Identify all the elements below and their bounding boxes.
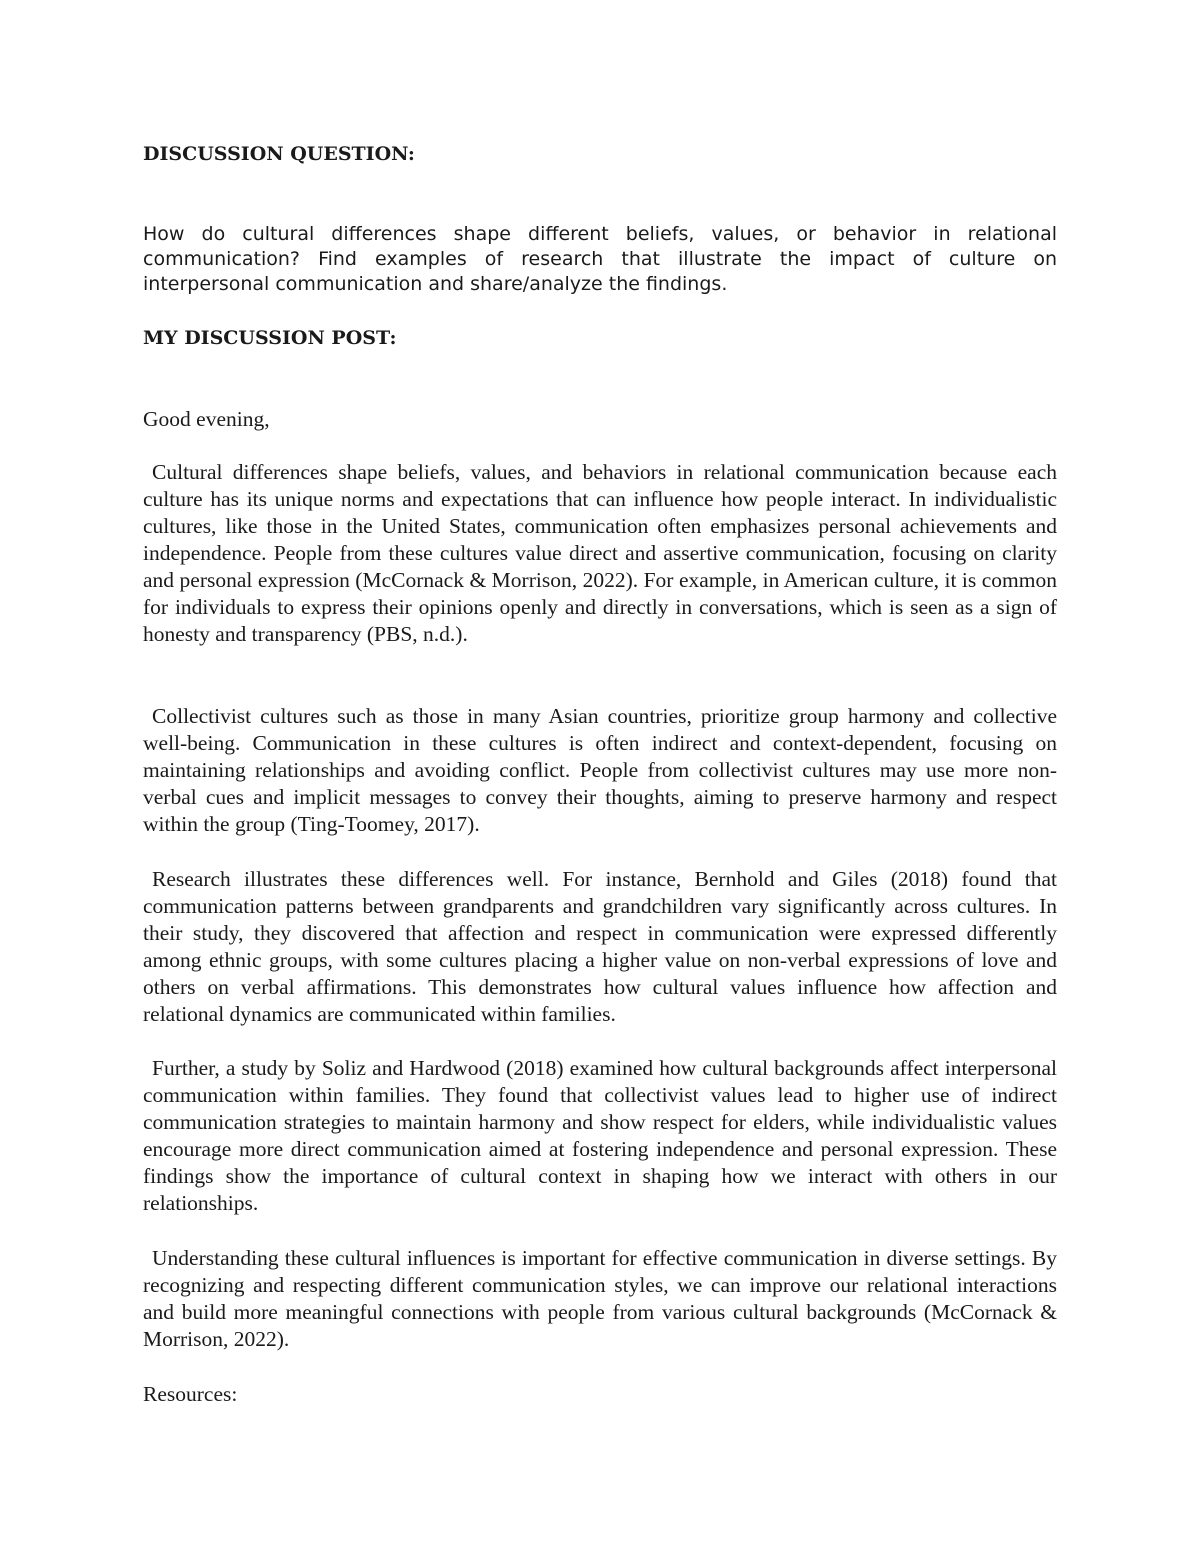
body-paragraph-3: Research illustrates these differences well. For instance, Bernhold and Giles (2018) found that communication patterns between grandparents and grandchildren vary significantly across cultures. In their study, they discovered that affection and respect in communication were expressed differently among ethnic groups, with some cultures placing a higher value on non-verbal expressions of love and others on verbal affirmations. This demonstrates how cultural values influence how affection and relational dynamics are communicated within families.	[143, 867, 1057, 1026]
body-paragraph-4: Further, a study by Soliz and Hardwood (2018) examined how cultural backgrounds affect interpersonal communication within families. They found that collectivist values lead to higher use of indirect communication strategies to maintain harmony and show respect for elders, while individualistic values encourage more direct communication aimed at fostering independence and personal expression. These findings show the importance of cultural context in shaping how we interact with others in our relationships.	[143, 1056, 1057, 1215]
body-paragraph-2: Collectivist cultures such as those in many Asian countries, prioritize group harmony and collective well-being. Communication in these cultures is often indirect and context-dependent, focusing on maintaining relationships and avoiding conflict. People from collectivist cultures may use more non-verbal cues and implicit messages to convey their thoughts, aiming to preserve harmony and respect within the group (Ting-Toomey, 2017).	[143, 704, 1057, 836]
body-paragraph-5: Understanding these cultural influences is important for effective communication in diverse settings. By recognizing and respecting different communication styles, we can improve our relational interactions and build more meaningful connections with people from various cultural backgrounds (McCornack & Morrison, 2022).	[143, 1246, 1057, 1351]
question-text: How do cultural differences shape different beliefs, values, or behavior in relational communication? Find examples of research that illustrate the impact of culture on interpersonal communication and share/analyze the findings.	[143, 223, 1057, 295]
question-heading: DISCUSSION QUESTION:	[143, 143, 415, 165]
greeting: Good evening,	[143, 407, 270, 431]
post-heading: MY DISCUSSION POST:	[143, 327, 397, 349]
body-paragraph-1: Cultural differences shape beliefs, values, and behaviors in relational communication because each culture has its unique norms and expectations that can influence how people interact. In individualistic cultures, like those in the United States, communication often emphasizes personal achievements and independence. People from these cultures value direct and assertive communication, focusing on clarity and personal expression (McCornack & Morrison, 2022). For example, in American culture, it is common for individuals to express their opinions openly and directly in conversations, which is seen as a sign of honesty and transparency (PBS, n.d.).	[143, 460, 1057, 646]
resources-label: Resources:	[143, 1382, 238, 1406]
